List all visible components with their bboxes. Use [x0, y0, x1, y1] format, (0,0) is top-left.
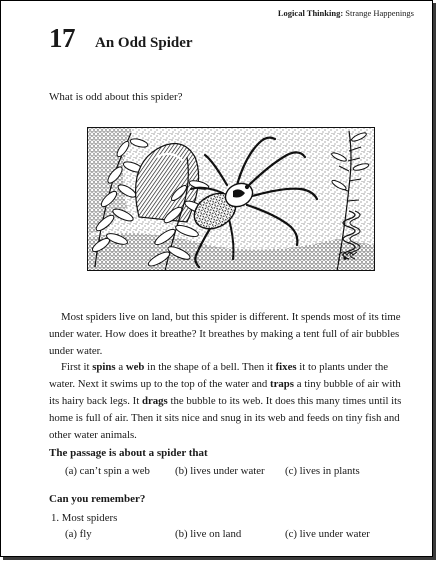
lesson-title: An Odd Spider — [95, 35, 193, 51]
question-1-stem: 1. Most spiders — [51, 512, 118, 524]
main-idea-options — [65, 465, 360, 477]
question-1-option-b[interactable]: (b) live on land — [175, 528, 242, 540]
header-category: Logical Thinking: — [277, 8, 344, 18]
lesson-heading — [49, 23, 193, 54]
lead-question: What is odd about this spider? — [49, 91, 183, 103]
passage-keyword: drags — [141, 394, 168, 407]
passage-text-run: a — [115, 361, 126, 374]
passage-keyword: spins — [92, 361, 116, 374]
passage-paragraph-2 — [49, 359, 403, 443]
passage-keyword: fixes — [275, 361, 297, 374]
main-idea-option-c[interactable]: (c) lives in plants — [285, 465, 360, 477]
passage-paragraph-1: Most spiders live on land, but this spider is different. It spends most of its time under water. How does it breathe? It breathes by making a tent full of air bubbles under water. — [49, 311, 401, 357]
spider-illustration — [87, 127, 375, 271]
passage-text-run: the bubble to its web. It does this many times until its home is full of air. Then it sits nice and snug in its web and feeds on tiny fish and other water animals. — [49, 394, 402, 441]
page-header — [278, 8, 414, 18]
passage-keyword: web — [125, 361, 145, 374]
passage-text-run: it to plants under the water. Next it swims up to the top of the water and — [49, 361, 389, 391]
question-1-options — [65, 528, 370, 540]
lesson-number: 17 — [49, 23, 75, 53]
passage-text-run: in the shape of a bell. Then it — [144, 361, 276, 374]
question-1-option-a[interactable]: (a) fly — [65, 528, 92, 540]
passage-text-run: First it — [61, 361, 93, 374]
remember-heading: Can you remember? — [49, 493, 146, 505]
main-idea-option-a[interactable]: (a) can’t spin a web — [65, 465, 150, 477]
reading-passage — [49, 309, 403, 443]
main-idea-option-b[interactable]: (b) lives under water — [175, 465, 265, 477]
main-idea-heading: The passage is about a spider that — [49, 447, 208, 459]
question-1-option-c[interactable]: (c) live under water — [285, 528, 370, 540]
passage-keyword: traps — [270, 378, 294, 391]
passage-text-run: a tiny bubble of air with its hairy back legs. It — [49, 378, 401, 407]
header-topic: Strange Happenings — [343, 8, 414, 18]
